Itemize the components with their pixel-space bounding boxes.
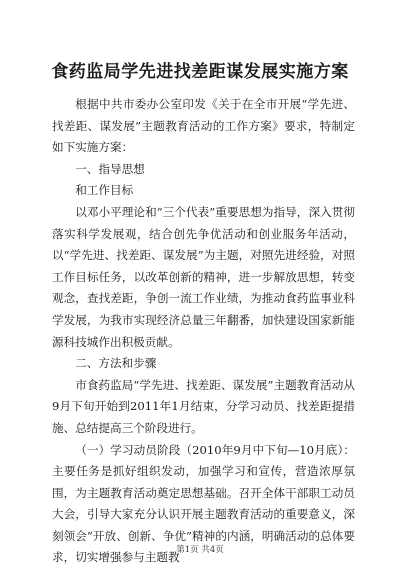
methods-paragraph: 市食药监局“学先进、找差距、谋发展”主题教育活动从9月下旬开始到2011年1月结束，分学习动员、找差距提措施、总结提高三个阶段进行。 <box>52 375 355 440</box>
intro-paragraph: 根据中共市委办公室印发《关于在全市开展“学先进、找差距、谋发展”主题教育活动的工作方案》要求，特制定如下实施方案： <box>52 94 355 159</box>
section-heading-guiding-ideology: 一、指导思想 <box>52 159 355 181</box>
guiding-ideology-paragraph: 以邓小平理论和“三个代表”重要思想为指导，深入贯彻落实科学发展观，结合创先争优活动和创业服务年活动，以“学先进、找差距、谋发展”为主题，对照先进经验，对照工作目标任务，以改革创新的精神，进一步解放思想，转变观念，查找差距，争创一流工作业绩，为推动食药监事业科学发展，为我市实现经济总量三年翻番，加快建设国家新能源科技城作出积极贡献。 <box>52 202 355 353</box>
section-heading-work-goals: 和工作目标 <box>52 180 355 202</box>
page-number-footer: 第1页 共4页 <box>0 543 400 555</box>
document-title: 食药监局学先进找差距谋发展实施方案 <box>0 57 400 82</box>
section-heading-methods-steps: 二、方法和步骤 <box>52 353 355 375</box>
document-body <box>52 94 355 569</box>
phase-one-paragraph: （一）学习动员阶段（2010年9月中下旬—10月底）：主要任务是抓好组织发动，加强学习和宣传，营造浓厚氛围，为主题教育活动奠定思想基础。召开全体干部职工动员大会，引导大家充分认识开展主题教育活动的重要意义，深刻领会“开放、创新、争优”精神的内涵，明确活动的总体要求，切实增强参与主题教 <box>52 440 355 569</box>
